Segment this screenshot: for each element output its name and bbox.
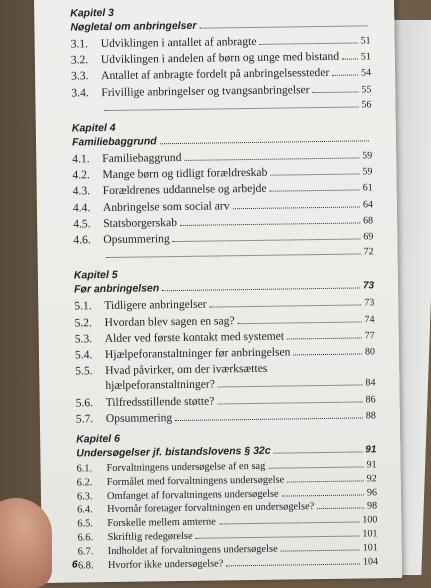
page-ref: 91 xyxy=(366,459,377,471)
chapter-label: Kapitel 4 xyxy=(71,121,116,135)
section-title: Hvordan blev sagen en sag? xyxy=(104,313,235,329)
dot-leader xyxy=(160,140,369,144)
page-ref: 54 xyxy=(361,67,372,79)
book-page xyxy=(34,0,402,583)
section-number: 5.2. xyxy=(74,315,93,330)
dot-leader xyxy=(317,508,364,510)
section-title-line1: Hvad påvirker, om der iværksættes xyxy=(105,362,268,378)
dot-leader xyxy=(313,91,359,93)
section-title: Formålet med forvaltningens undersøgelse xyxy=(106,474,285,488)
dot-leader xyxy=(226,563,360,566)
dot-leader xyxy=(268,467,363,469)
section-number: 4.2. xyxy=(72,168,90,182)
dot-leader xyxy=(293,354,362,356)
section-number: 6.8. xyxy=(77,559,94,572)
dot-leader xyxy=(180,222,360,226)
chapter-label: Kapitel 6 xyxy=(76,432,121,446)
page-ref: 88 xyxy=(365,410,376,422)
dot-leader xyxy=(210,305,362,308)
section-title: Tilfredsstillende støtte? xyxy=(105,394,215,409)
section-number: 5.1. xyxy=(74,299,92,313)
section-number: 6.2. xyxy=(76,477,93,489)
page-ref: 73 xyxy=(364,297,375,309)
chapter-title xyxy=(74,280,374,296)
page-ref: 68 xyxy=(363,215,374,227)
page-ref: 92 xyxy=(366,473,377,485)
page-ref: 59 xyxy=(362,150,373,162)
toc-trailing xyxy=(71,97,371,116)
chapter-6 xyxy=(76,429,378,573)
chapter-4 xyxy=(72,118,374,264)
section-title: Forvaltningens undersøgelse af en sag xyxy=(106,460,266,475)
section-title: Tidligere anbringelser xyxy=(104,298,207,313)
dot-leader xyxy=(199,25,367,28)
dot-leader xyxy=(105,106,359,111)
page-ref: 98 xyxy=(367,500,378,512)
section-number: 5.3. xyxy=(74,332,93,346)
section-number: 6.3. xyxy=(76,490,93,503)
toc-entry xyxy=(76,407,376,427)
chapter-title xyxy=(72,132,372,148)
section-number: 4.4. xyxy=(72,200,91,215)
section-title: Forskelle mellem amterne xyxy=(107,516,216,530)
section-number: 3.2. xyxy=(70,53,89,67)
page-ref: 64 xyxy=(362,198,373,211)
section-number: 5.4. xyxy=(74,348,93,362)
section-number: 6.4. xyxy=(77,504,93,516)
dot-leader xyxy=(270,190,360,192)
section-title: Hvornår foretager forvaltningen en undersøgelse? xyxy=(107,501,315,516)
section-number: 4.5. xyxy=(73,217,91,231)
chapter-title-text: Familiebaggrund xyxy=(71,135,157,149)
page-ref: 55 xyxy=(361,83,372,96)
chapter-label: Kapitel 3 xyxy=(70,6,115,20)
chapter-title xyxy=(76,443,376,459)
section-number: 6.5. xyxy=(77,518,94,530)
page-ref: 101 xyxy=(362,542,378,554)
chapter-label: Kapitel 5 xyxy=(73,269,118,282)
section-title: Alder ved første kontakt med systemet xyxy=(104,329,285,345)
page-ref: 84 xyxy=(365,377,376,389)
page-ref: 96 xyxy=(366,486,378,499)
page-ref: 61 xyxy=(362,182,373,194)
dot-leader xyxy=(270,174,359,176)
dot-leader xyxy=(196,536,360,539)
section-title: Hjælpeforanstaltninger før anbringelsen xyxy=(104,345,291,362)
page-ref: 100 xyxy=(362,514,378,526)
dot-leader xyxy=(232,206,359,209)
dot-leader xyxy=(219,522,360,525)
section-title: Forældrenes uddannelse og arbejde xyxy=(102,182,267,198)
section-number: 6.1. xyxy=(76,463,93,475)
section-number: 4.6. xyxy=(73,233,91,247)
dot-leader xyxy=(238,321,362,324)
dot-leader xyxy=(287,337,362,339)
dot-leader xyxy=(173,238,361,242)
section-title: Skriftlig redegørelse xyxy=(107,530,193,544)
page-ref: 74 xyxy=(364,313,375,326)
chapter-5 xyxy=(74,266,376,428)
section-number: 6.7. xyxy=(77,546,94,558)
section-title: Udviklingen i andelen af børn og unge med bistand xyxy=(100,49,340,67)
section-title: Anbringelse som social arv xyxy=(102,198,230,214)
page-ref: 73 xyxy=(362,280,375,292)
page-ref: 80 xyxy=(364,346,376,358)
section-number: 3.1. xyxy=(70,37,89,51)
page-ref: 86 xyxy=(365,393,376,406)
section-title: Frivillige anbringelser og tvangsanbringelser xyxy=(101,82,310,99)
dot-leader xyxy=(218,385,363,388)
section-title: Omfanget af forvaltningens undersøgelse xyxy=(106,488,279,502)
dot-leader xyxy=(175,417,363,421)
chapter-title-text: Undersøgelser jf. bistandslovens § 32c xyxy=(76,444,271,460)
page-ref: 77 xyxy=(364,330,375,342)
chapter-title xyxy=(70,17,370,33)
dot-leader xyxy=(287,480,364,482)
section-number: 4.1. xyxy=(72,152,90,166)
dot-leader xyxy=(162,288,360,292)
page-ref: 56 xyxy=(361,99,372,111)
toc-trailing xyxy=(74,245,374,264)
page-ref: 59 xyxy=(362,166,373,178)
dot-leader xyxy=(259,42,357,44)
page-ref: 72 xyxy=(363,246,374,258)
section-number: 6.6. xyxy=(77,532,94,544)
page-number: 6 xyxy=(71,559,78,571)
section-title: Hvorfor ikke undersøgelse? xyxy=(107,558,224,571)
toc-entry xyxy=(75,360,375,396)
chapter-title-text: Før anbringelsen xyxy=(73,282,160,296)
section-title: hjælpeforanstaltninger? xyxy=(105,377,215,393)
section-title: Udviklingen i antallet af anbragte xyxy=(100,34,257,51)
dot-leader xyxy=(282,494,364,496)
page-ref: 51 xyxy=(360,35,371,47)
section-number: 3.4. xyxy=(71,85,89,100)
page-ref: 104 xyxy=(362,555,378,568)
dot-leader xyxy=(274,452,363,454)
page-ref: 101 xyxy=(362,528,378,540)
dot-leader xyxy=(184,157,359,160)
section-number: 5.5. xyxy=(75,364,93,378)
section-title: Indholdet af forvaltningens undersøgelse xyxy=(107,543,278,557)
dot-leader xyxy=(342,59,358,60)
section-title: Mange børn og tidligt forældreskab xyxy=(102,165,268,182)
section-number: 5.7. xyxy=(75,412,94,426)
dot-leader xyxy=(217,401,362,404)
page-ref: 69 xyxy=(363,231,374,243)
section-title: Opsummering xyxy=(105,410,173,425)
table-of-contents xyxy=(70,0,378,579)
chapter-3 xyxy=(70,3,371,116)
dot-leader xyxy=(107,254,361,259)
page-ref: 91 xyxy=(365,444,377,456)
page-ref: 51 xyxy=(360,51,371,63)
section-number: 5.6. xyxy=(75,395,94,410)
section-number: 3.3. xyxy=(71,69,89,83)
section-title: Opsummering xyxy=(103,232,170,247)
section-title: Antallet af anbragte fordelt på anbringelsessteder xyxy=(101,66,330,83)
toc-entry xyxy=(78,555,378,573)
dot-leader xyxy=(281,549,360,551)
section-title: Statsborgerskab xyxy=(103,215,178,230)
section-number: 4.3. xyxy=(72,184,91,198)
section-title: Familiebaggrund xyxy=(102,150,182,166)
chapter-title-text: Nøgletal om anbringelser xyxy=(70,19,197,34)
dot-leader xyxy=(332,75,358,76)
